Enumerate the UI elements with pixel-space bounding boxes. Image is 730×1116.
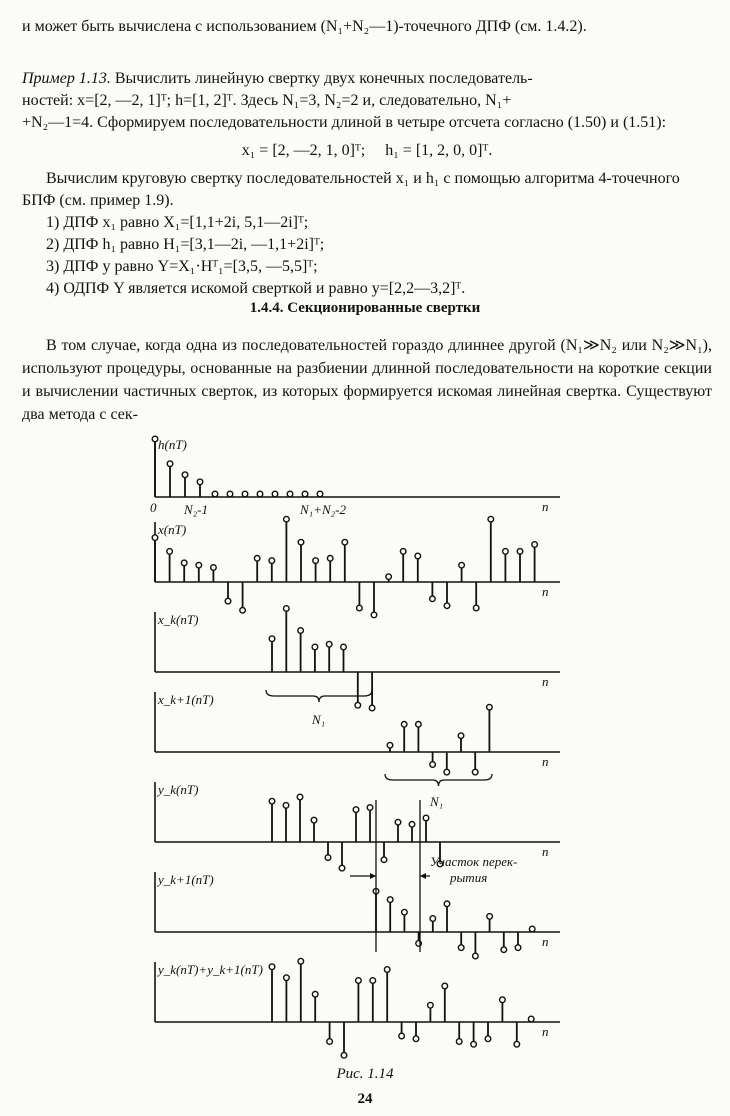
axis-3-label: x_k+1(nT): [158, 692, 214, 707]
sample-3-1: [401, 722, 407, 728]
sample-1-14: [357, 605, 363, 611]
sample-6-15: [485, 1036, 491, 1042]
axis-3-n-label: n: [542, 754, 549, 769]
sample-6-9: [399, 1033, 405, 1039]
sample-1-26: [532, 542, 538, 548]
brace-section-k: [266, 690, 372, 702]
formula-h: h₁ = [1, 2, 0, 0]ᵀ.: [385, 142, 493, 159]
sample-5-8: [487, 914, 493, 920]
sample-0-6: [242, 491, 248, 497]
sample-1-9: [284, 516, 290, 522]
overlap-label-1: Участок перек-: [430, 854, 518, 869]
tick-n2-minus-1: N₂-1: [184, 502, 209, 517]
sample-3-0: [387, 742, 393, 748]
sample-6-8: [384, 967, 390, 973]
sample-6-6: [356, 978, 362, 984]
sample-4-2: [297, 794, 303, 800]
sample-5-7: [473, 953, 479, 959]
brace-label-k: N₁: [312, 712, 326, 727]
sample-1-0: [152, 535, 158, 541]
sample-1-1: [167, 549, 173, 555]
sample-3-2: [416, 722, 422, 728]
sample-1-5: [225, 598, 231, 604]
step-2: 2) ДПФ h₁ равно H₁=[3,1—2i, —1,1+2i]ᵀ;: [46, 236, 325, 253]
sample-6-3: [312, 991, 318, 997]
sample-6-2: [298, 958, 304, 964]
sample-2-6: [355, 702, 361, 708]
axis-2-n-label: n: [542, 674, 549, 689]
sample-6-0: [269, 964, 275, 970]
sample-2-2: [298, 628, 304, 634]
sample-6-14: [471, 1041, 477, 1047]
sample-1-16: [386, 574, 392, 580]
sample-6-7: [370, 978, 376, 984]
sample-1-12: [327, 556, 333, 562]
example-line-3: +N₂—1=4. Сформируем последовательности длиной в четыре отсчета согласно (1.50) и (1.51):: [22, 114, 667, 131]
sample-0-5: [227, 491, 233, 497]
sample-1-25: [517, 549, 523, 555]
figure-caption: Рис. 1.14: [336, 1066, 394, 1082]
sample-3-5: [458, 733, 464, 739]
sample-6-16: [500, 997, 506, 1003]
sample-1-3: [196, 562, 202, 568]
text-line-1: и может быть вычислена с использованием (N₁+N₂—1)-точечного ДПФ (см. 1.4.2).: [22, 18, 587, 35]
sample-0-2: [182, 472, 188, 478]
sample-4-4: [325, 855, 331, 861]
sample-1-8: [269, 558, 275, 564]
sample-3-7: [487, 704, 493, 710]
tick-n1-plus-n2-minus-2: N₁+N₂-2: [300, 502, 346, 517]
sample-2-0: [269, 636, 275, 642]
sample-2-7: [369, 705, 375, 711]
example-line-1: Вычислить линейную свертку двух конечных последователь-: [114, 70, 533, 87]
overlap-arrowhead-right: [420, 873, 426, 879]
step-1: 1) ДПФ x₁ равно X₁=[1,1+2i, 5,1—2i]ᵀ;: [46, 214, 309, 231]
sample-1-24: [503, 549, 509, 555]
sample-0-10: [302, 491, 308, 497]
sample-1-23: [488, 516, 494, 522]
sample-1-19: [430, 596, 436, 602]
sample-4-11: [423, 815, 429, 821]
section-text: В том случае, когда одна из последовательностей гораздо длиннее другой (N₁≫N₂ или N₂≫N₁), используют процедуры, основанные на разбиении длинной последовательности на короткие секции и вычислении частичных сверток, из которых формируется искомая линейная свертка. Существуют два метода с сек-: [22, 337, 712, 423]
axis-4-label: y_k(nT): [158, 782, 199, 797]
step-4: 4) ОДПФ Y является искомой сверткой и равно y=[2,2—3,2]ᵀ.: [46, 280, 466, 297]
axis-4-n-label: n: [542, 844, 549, 859]
sample-3-3: [430, 762, 436, 768]
sample-2-3: [312, 644, 318, 650]
axis-1-label: x(nT): [158, 522, 187, 537]
sample-0-9: [287, 491, 293, 497]
sample-6-18: [528, 1016, 534, 1022]
sample-0-0: [152, 436, 158, 442]
sample-3-4: [444, 769, 450, 775]
sample-5-10: [515, 945, 521, 951]
sample-1-15: [371, 612, 377, 618]
sample-5-9: [501, 947, 507, 953]
sample-6-10: [413, 1036, 419, 1042]
sample-5-5: [444, 901, 450, 907]
sample-6-17: [514, 1041, 520, 1047]
sample-6-5: [341, 1052, 347, 1058]
axis-0-label: h(nT): [158, 437, 187, 452]
example-line-2: ностей: x=[2, —2, 1]ᵀ; h=[1, 2]ᵀ. Здесь N₁=3, N₂=2 и, следовательно, N₁+: [22, 92, 512, 109]
axis-6-n-label: n: [542, 1024, 549, 1039]
sample-2-5: [341, 644, 347, 650]
sample-0-8: [272, 491, 278, 497]
formula-x: x₁ = [2, —2, 1, 0]ᵀ;: [241, 142, 366, 159]
tick-zero: 0: [150, 500, 157, 515]
sample-4-8: [381, 857, 387, 863]
brace-label-k1: N₁: [430, 794, 444, 809]
sample-1-20: [444, 603, 450, 609]
sample-1-21: [459, 562, 465, 568]
sample-6-12: [442, 983, 448, 989]
overlap-label-2: рытия: [450, 870, 488, 885]
step-3: 3) ДПФ y равно Y=X₁·Hᵀ₁=[3,5, —5,5]ᵀ;: [46, 258, 318, 275]
sample-1-13: [342, 539, 348, 545]
sample-5-2: [402, 909, 408, 915]
sample-0-7: [257, 491, 263, 497]
overlap-arrowhead-left: [370, 873, 376, 879]
sample-1-6: [240, 608, 246, 614]
sample-2-4: [326, 641, 332, 647]
section-heading: 1.4.4. Секционированные свертки: [249, 300, 481, 316]
sample-4-5: [339, 865, 345, 871]
sample-0-1: [167, 461, 173, 467]
sample-4-3: [311, 817, 317, 823]
sample-2-1: [284, 606, 290, 612]
axis-6-label: y_k(nT)+y_k+1(nT): [158, 962, 263, 977]
sample-3-6: [472, 769, 478, 775]
sample-1-7: [254, 556, 260, 562]
sample-6-1: [284, 975, 290, 981]
sample-1-10: [298, 539, 304, 545]
page-number: 24: [357, 1091, 373, 1107]
axis-1-n-label: n: [542, 584, 549, 599]
sample-5-4: [430, 916, 436, 922]
sample-4-7: [367, 805, 373, 811]
sample-5-1: [387, 897, 393, 903]
sample-1-17: [400, 549, 406, 555]
sample-1-11: [313, 558, 319, 564]
sample-4-1: [283, 803, 289, 809]
sample-0-4: [212, 491, 218, 497]
axis-5-label: y_k+1(nT): [158, 872, 214, 887]
sample-1-2: [181, 560, 187, 566]
sample-1-22: [473, 605, 479, 611]
sample-1-4: [211, 565, 217, 571]
axis-2-label: x_k(nT): [158, 612, 199, 627]
sample-4-0: [269, 798, 275, 804]
sample-0-3: [197, 479, 203, 485]
axis-5-n-label: n: [542, 934, 549, 949]
axis-0-n-label: n: [542, 499, 549, 514]
sample-1-18: [415, 553, 421, 559]
sample-5-6: [458, 945, 464, 951]
sample-0-11: [317, 491, 323, 497]
sample-4-10: [409, 822, 415, 828]
circular-conv-text: Вычислим круговую свертку последовательностей x₁ и h₁ с помощью алгоритма 4-точечного БПФ (см. пример 1.9).: [22, 170, 680, 209]
brace-section-k1: [385, 774, 492, 786]
sample-4-6: [353, 807, 359, 813]
sample-5-11: [529, 926, 535, 932]
sample-6-13: [456, 1039, 462, 1045]
sample-4-9: [395, 819, 401, 825]
example-label: Пример 1.13.: [22, 70, 111, 87]
sample-6-4: [327, 1039, 333, 1045]
sample-6-11: [428, 1002, 434, 1008]
